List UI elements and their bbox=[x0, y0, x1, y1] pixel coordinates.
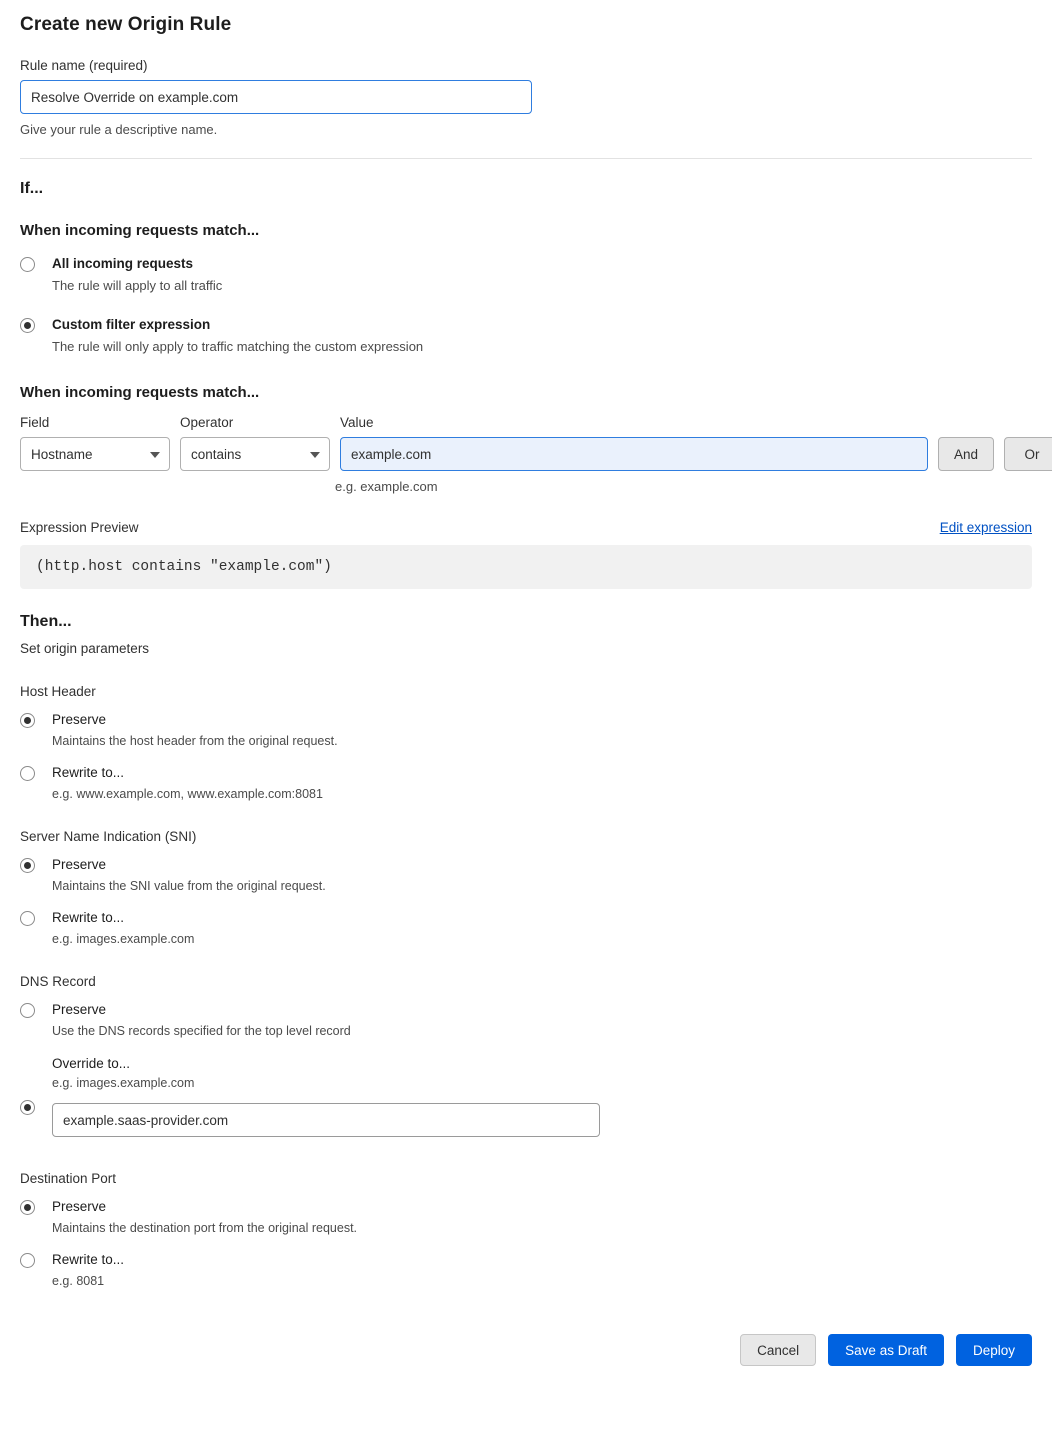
or-button[interactable]: Or bbox=[1004, 437, 1052, 471]
radio-host-header-rewrite[interactable] bbox=[20, 764, 1032, 801]
rule-name-group bbox=[20, 58, 1032, 137]
radio-port-preserve[interactable] bbox=[20, 1198, 1032, 1235]
option-title: Preserve bbox=[52, 1199, 107, 1214]
option-title: Rewrite to... bbox=[52, 1252, 125, 1267]
operator-column bbox=[180, 415, 330, 471]
option-title: Rewrite to... bbox=[52, 910, 125, 925]
option-title: Preserve bbox=[52, 857, 107, 872]
operator-select[interactable] bbox=[180, 437, 330, 471]
option-desc: e.g. 8081 bbox=[52, 1274, 105, 1288]
option-title: Rewrite to... bbox=[52, 765, 125, 780]
field-label: Field bbox=[20, 415, 50, 430]
if-section-heading: If... bbox=[20, 180, 44, 197]
set-origin-parameters-label: Set origin parameters bbox=[20, 641, 150, 656]
and-button[interactable]: And bbox=[938, 437, 994, 471]
dns-override-input[interactable] bbox=[52, 1103, 600, 1137]
option-title: Preserve bbox=[52, 1002, 107, 1017]
value-hint: e.g. example.com bbox=[335, 479, 438, 494]
radio-sni-preserve[interactable] bbox=[20, 856, 1032, 893]
option-desc: Maintains the host header from the original request. bbox=[52, 734, 338, 748]
radio-icon[interactable] bbox=[20, 911, 35, 926]
form-footer bbox=[20, 1334, 1032, 1382]
option-desc: Use the DNS records specified for the top level record bbox=[52, 1024, 351, 1038]
expression-preview-box: (http.host contains "example.com") bbox=[20, 545, 1032, 589]
value-label: Value bbox=[340, 415, 374, 430]
radio-icon[interactable] bbox=[20, 713, 35, 728]
save-as-draft-button[interactable]: Save as Draft bbox=[828, 1334, 944, 1366]
expression-preview-label: Expression Preview bbox=[20, 520, 139, 535]
radio-custom-filter-expression[interactable] bbox=[20, 316, 1032, 354]
cancel-button[interactable]: Cancel bbox=[740, 1334, 816, 1366]
deploy-button[interactable]: Deploy bbox=[956, 1334, 1032, 1366]
expression-builder-row bbox=[20, 415, 1040, 471]
option-title: Preserve bbox=[52, 712, 107, 727]
chevron-down-icon bbox=[310, 452, 320, 458]
field-column bbox=[20, 415, 170, 471]
radio-all-incoming-requests[interactable] bbox=[20, 255, 1032, 293]
match-heading: When incoming requests match... bbox=[20, 222, 260, 239]
radio-port-rewrite[interactable] bbox=[20, 1251, 1032, 1288]
expression-preview-header bbox=[20, 520, 1032, 535]
edit-expression-link[interactable]: Edit expression bbox=[939, 520, 1032, 535]
rule-name-hint: Give your rule a descriptive name. bbox=[20, 122, 218, 137]
option-desc: The rule will only apply to traffic matching the custom expression bbox=[52, 339, 424, 354]
option-desc: e.g. images.example.com bbox=[52, 932, 195, 946]
option-title: Custom filter expression bbox=[52, 317, 211, 332]
option-desc: Maintains the SNI value from the original request. bbox=[52, 879, 326, 893]
value-column bbox=[340, 415, 928, 471]
sni-label: Server Name Indication (SNI) bbox=[20, 829, 197, 844]
rule-name-input[interactable] bbox=[20, 80, 532, 114]
radio-dns-preserve[interactable] bbox=[20, 1001, 1032, 1038]
option-title: All incoming requests bbox=[52, 256, 194, 271]
field-select[interactable] bbox=[20, 437, 170, 471]
page-title: Create new Origin Rule bbox=[20, 14, 232, 35]
radio-icon[interactable] bbox=[20, 1253, 35, 1268]
radio-icon[interactable] bbox=[20, 318, 35, 333]
radio-icon[interactable] bbox=[20, 1003, 35, 1018]
radio-icon[interactable] bbox=[20, 1200, 35, 1215]
destination-port-label: Destination Port bbox=[20, 1171, 117, 1186]
option-desc: e.g. images.example.com bbox=[52, 1076, 195, 1090]
radio-icon[interactable] bbox=[20, 858, 35, 873]
radio-host-header-preserve[interactable] bbox=[20, 711, 1032, 748]
operator-select-value: contains bbox=[191, 446, 242, 462]
radio-sni-rewrite[interactable] bbox=[20, 909, 1032, 946]
host-header-label: Host Header bbox=[20, 684, 96, 699]
radio-icon[interactable] bbox=[20, 257, 35, 272]
radio-icon[interactable] bbox=[20, 1100, 35, 1115]
option-desc: e.g. www.example.com, www.example.com:8081 bbox=[52, 787, 323, 801]
option-title: Override to... bbox=[52, 1056, 131, 1071]
value-input[interactable] bbox=[340, 437, 928, 471]
operator-label: Operator bbox=[180, 415, 234, 430]
builder-heading: When incoming requests match... bbox=[20, 384, 260, 401]
section-divider bbox=[20, 158, 1032, 159]
chevron-down-icon bbox=[150, 452, 160, 458]
option-desc: Maintains the destination port from the original request. bbox=[52, 1221, 358, 1235]
option-desc: The rule will apply to all traffic bbox=[52, 278, 223, 293]
then-section-heading: Then... bbox=[20, 613, 72, 630]
rule-name-label: Rule name (required) bbox=[20, 58, 148, 73]
dns-record-label: DNS Record bbox=[20, 974, 96, 989]
radio-dns-override[interactable] bbox=[20, 1056, 1032, 1137]
field-select-value: Hostname bbox=[31, 446, 93, 462]
radio-icon[interactable] bbox=[20, 766, 35, 781]
